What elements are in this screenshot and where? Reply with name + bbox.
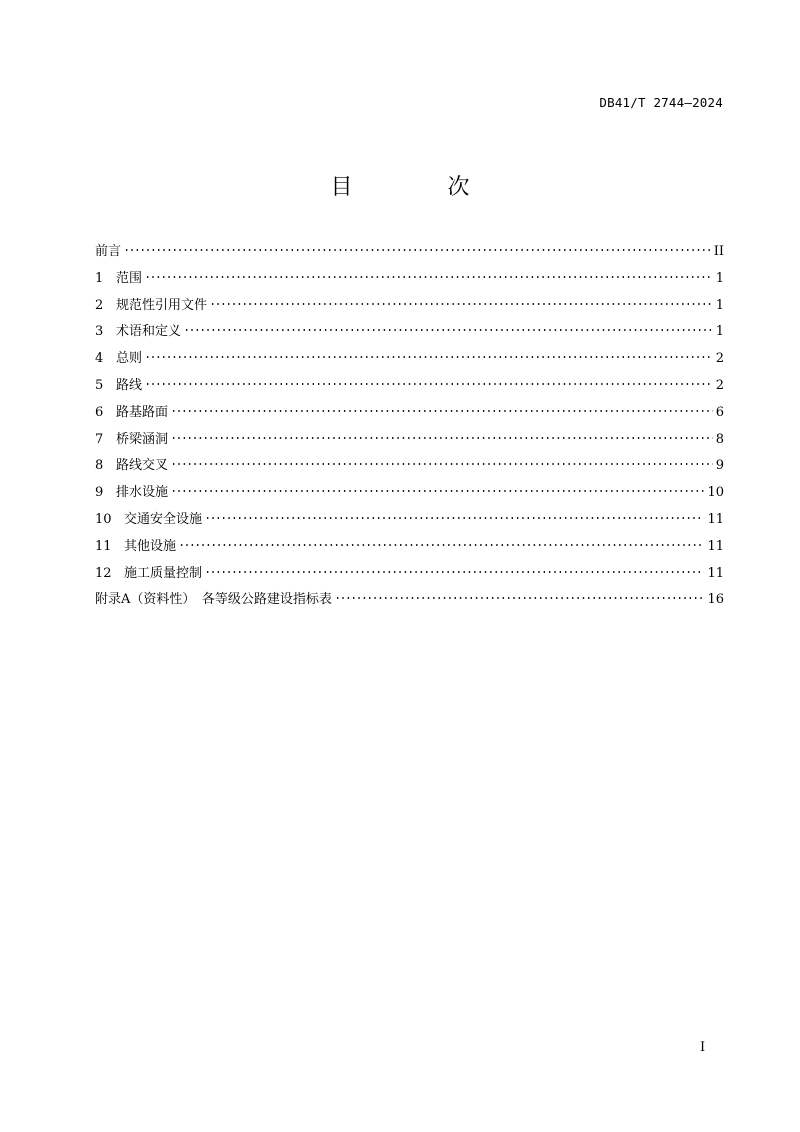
toc-entry-appendix-a[interactable] <box>95 588 724 615</box>
page-number: I <box>700 1040 706 1055</box>
toc-entry-page: 1 <box>715 270 724 286</box>
toc-entry-page: 2 <box>715 351 724 367</box>
toc-entry-bridges-culverts[interactable] <box>95 428 724 455</box>
toc-entry-page: 11 <box>707 538 724 554</box>
toc-dot-leader <box>145 382 713 386</box>
toc-entry-foreword[interactable] <box>95 240 724 267</box>
toc-entry-number: 1 <box>95 270 104 286</box>
toc-entry-other-facilities[interactable] <box>95 535 724 562</box>
toc-dot-leader <box>205 516 704 520</box>
toc-entry-label: 路基路面 <box>116 404 169 420</box>
toc-dot-leader <box>171 462 713 466</box>
toc-entry-page: 8 <box>715 431 724 447</box>
toc-entry-scope[interactable] <box>95 267 724 294</box>
toc-entry-page: 2 <box>715 377 724 393</box>
toc-dot-leader <box>171 436 713 440</box>
toc-dot-leader <box>179 543 704 547</box>
toc-entry-number: 3 <box>95 324 104 340</box>
toc-entry-page: 9 <box>715 458 724 474</box>
toc-entry-number: 6 <box>95 404 104 420</box>
toc-entry-number: 12 <box>95 565 112 581</box>
toc-entry-traffic-safety[interactable] <box>95 508 724 535</box>
toc-entry-label: 附录A（资料性） 各等级公路建设指标表 <box>95 592 332 608</box>
toc-dot-leader <box>335 596 705 600</box>
toc-entry-number: 8 <box>95 458 104 474</box>
toc-entry-construction-quality[interactable] <box>95 562 724 589</box>
toc-entry-number: 9 <box>95 485 104 501</box>
toc-entry-route[interactable] <box>95 374 724 401</box>
toc-entry-label: 交通安全设施 <box>124 511 203 527</box>
toc-entry-terms-definitions[interactable] <box>95 320 724 347</box>
toc-entry-general[interactable] <box>95 347 724 374</box>
toc-dot-leader <box>205 570 704 574</box>
toc-entry-page: 16 <box>707 592 724 608</box>
toc-entry-page: 11 <box>707 565 724 581</box>
toc-entry-normative-references[interactable] <box>95 294 724 321</box>
toc-entry-page: 1 <box>715 297 724 313</box>
toc-entry-number: 5 <box>95 377 104 393</box>
toc-dot-leader <box>210 302 713 306</box>
toc-entry-label: 路线交叉 <box>116 458 169 474</box>
toc-entry-page: 1 <box>715 324 724 340</box>
toc-entry-label: 路线 <box>116 377 143 393</box>
toc-entry-route-intersections[interactable] <box>95 454 724 481</box>
toc-entry-label: 术语和定义 <box>116 324 182 340</box>
toc-entry-number: 4 <box>95 351 104 367</box>
toc-entry-drainage[interactable] <box>95 481 724 508</box>
toc-entry-label: 总则 <box>116 351 143 367</box>
table-of-contents <box>95 240 724 615</box>
toc-entry-label: 范围 <box>116 270 143 286</box>
toc-entry-number: 10 <box>95 511 112 527</box>
toc-dot-leader <box>145 355 713 359</box>
toc-entry-label: 施工质量控制 <box>124 565 203 581</box>
toc-entry-label: 规范性引用文件 <box>116 297 208 313</box>
toc-entry-number: 7 <box>95 431 104 447</box>
document-code: DB41/T 2744—2024 <box>599 95 723 110</box>
toc-entry-label: 排水设施 <box>116 485 169 501</box>
toc-entry-label: 前言 <box>95 244 122 259</box>
toc-dot-leader <box>171 409 713 413</box>
toc-entry-page: II <box>713 244 724 259</box>
toc-entry-page: 6 <box>715 404 724 420</box>
toc-title: 目 次 <box>330 175 514 200</box>
toc-dot-leader <box>124 248 711 252</box>
toc-entry-label: 其他设施 <box>124 538 177 554</box>
toc-entry-page: 11 <box>707 511 724 527</box>
toc-entry-subgrade-pavement[interactable] <box>95 401 724 428</box>
toc-entry-number: 11 <box>95 538 112 554</box>
toc-dot-leader <box>145 275 713 279</box>
toc-dot-leader <box>171 489 704 493</box>
toc-entry-page: 10 <box>707 485 724 501</box>
toc-dot-leader <box>184 328 713 332</box>
toc-entry-label: 桥梁涵洞 <box>116 431 169 447</box>
toc-entry-number: 2 <box>95 297 104 313</box>
